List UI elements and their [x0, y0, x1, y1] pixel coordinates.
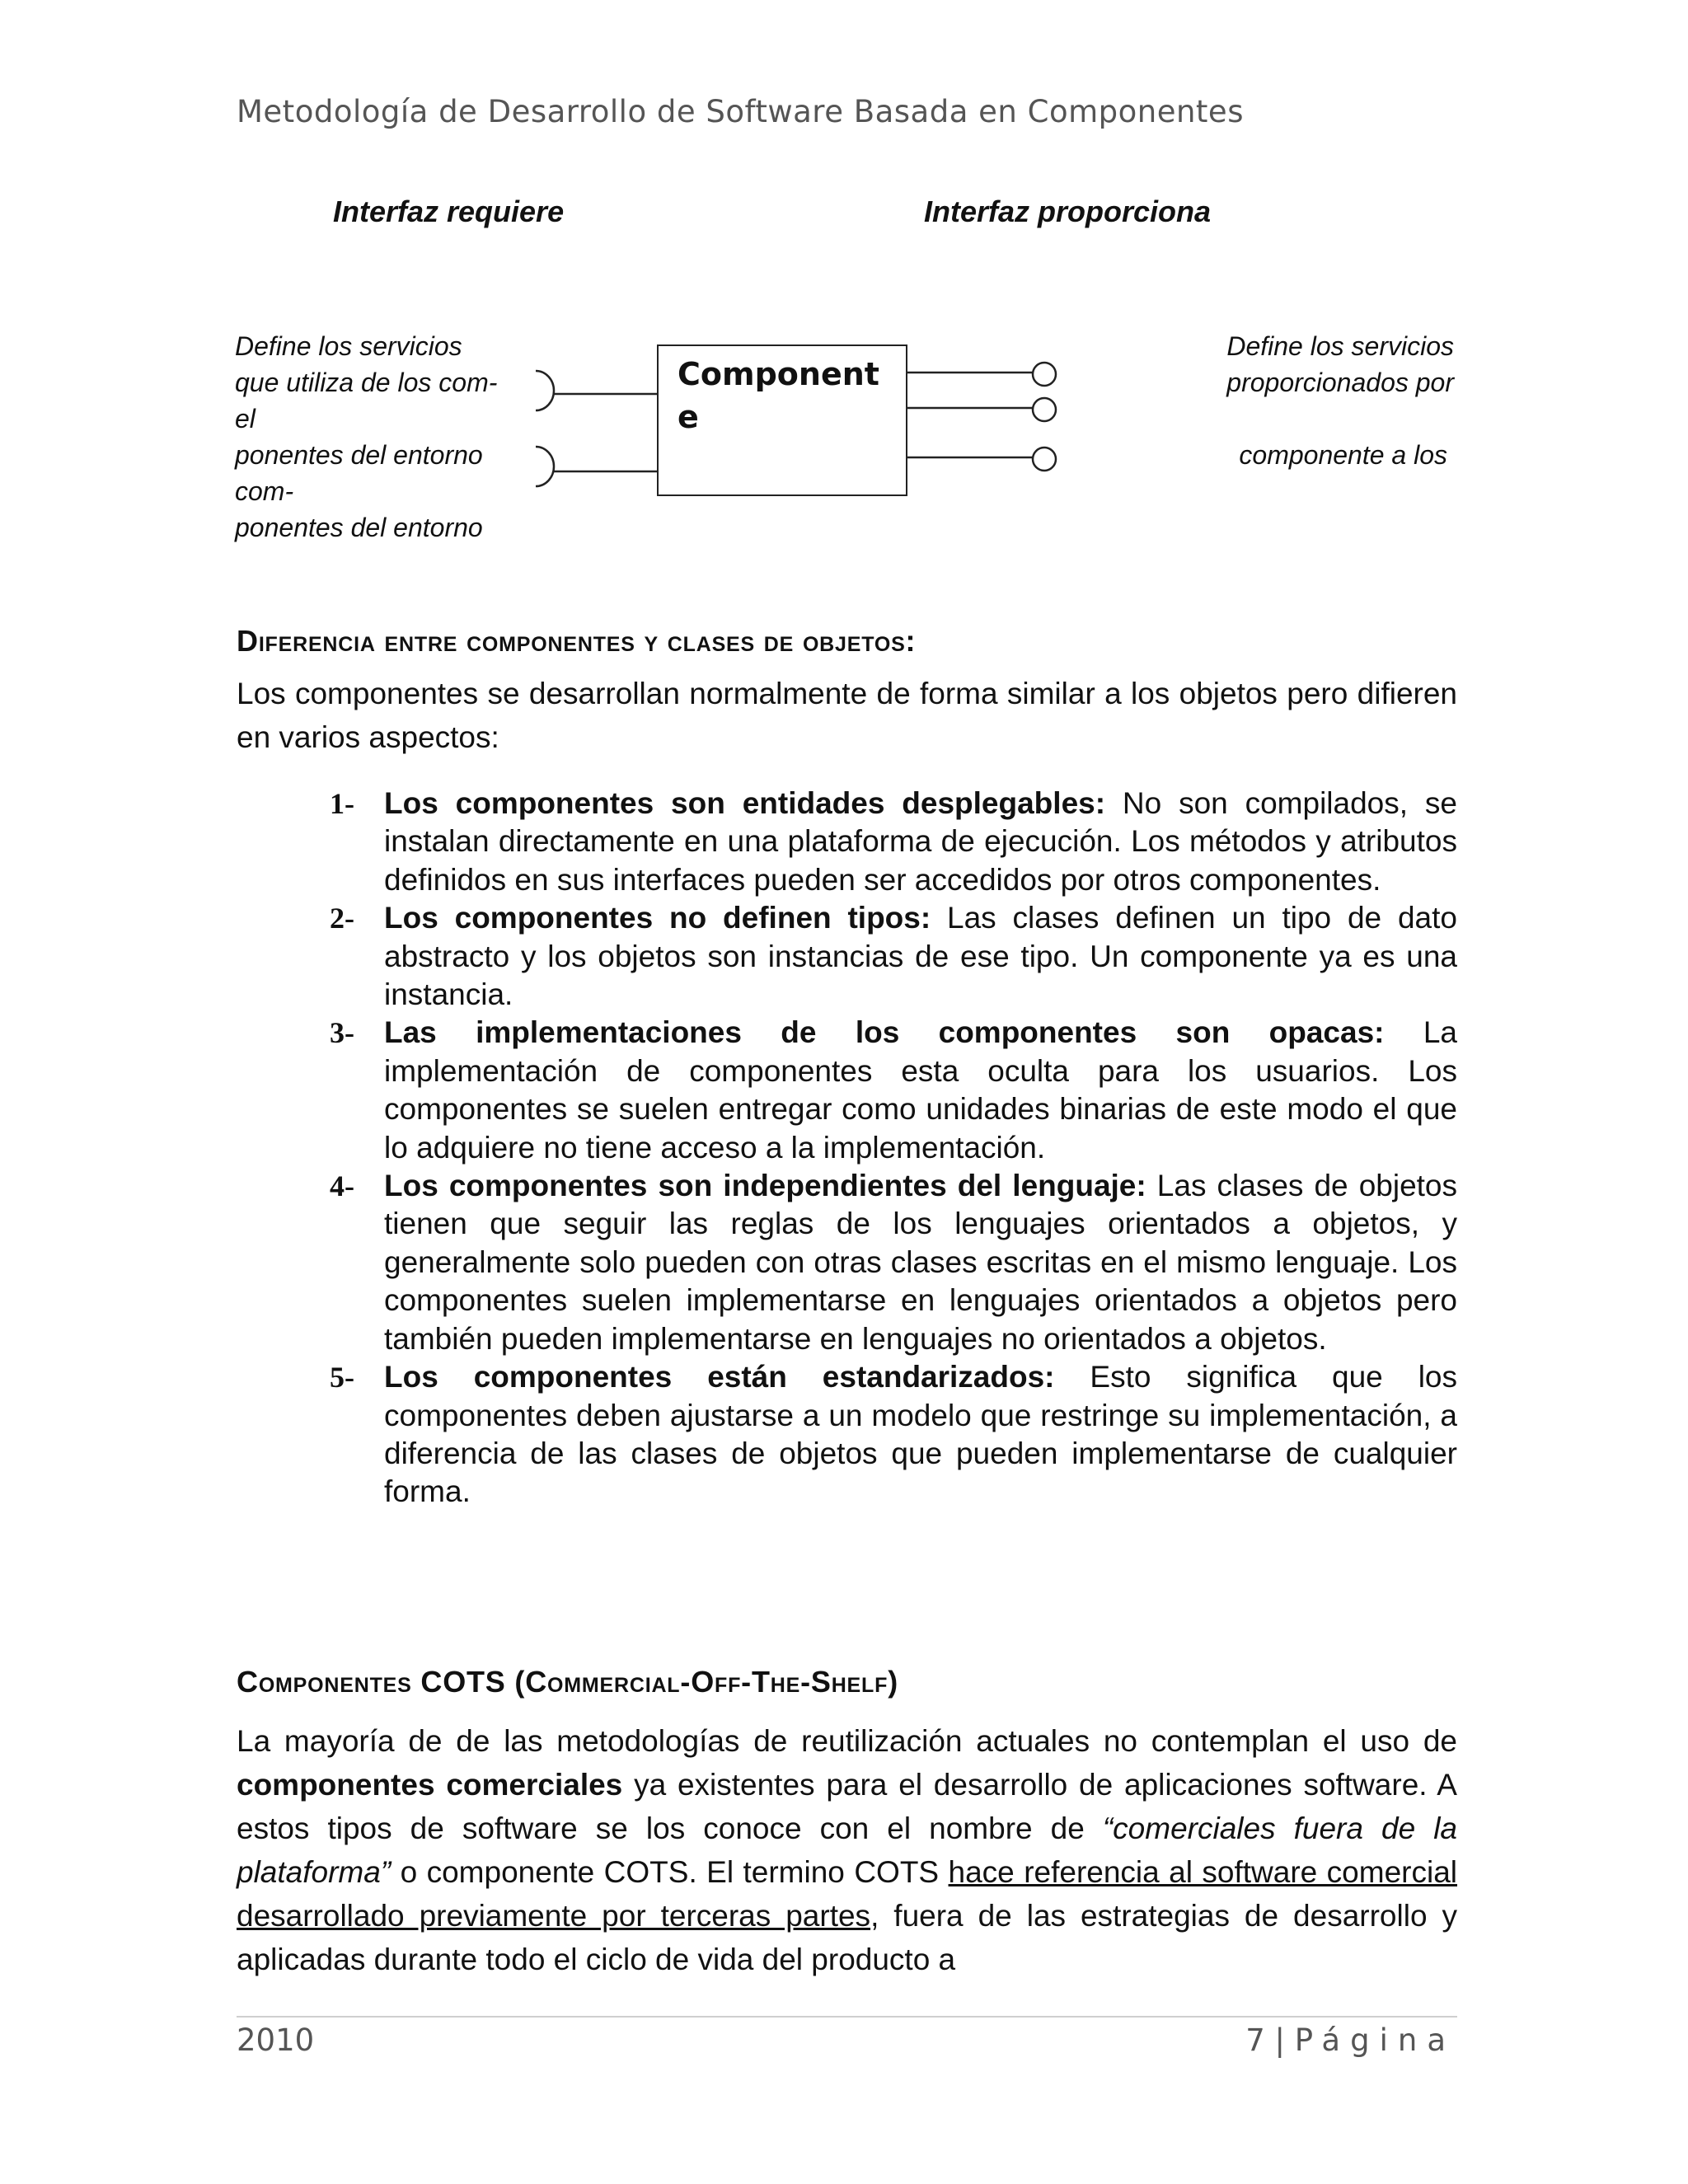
- provides-interface-heading: Interfaz proporciona: [924, 194, 1212, 228]
- page-header-title: Metodología de Desarrollo de Software Basada en Componentes: [237, 94, 1244, 129]
- required-socket-icon: [536, 447, 554, 486]
- provided-lollipop-icon: [1033, 363, 1056, 386]
- paragraph-text: o componente COTS. El termino COTS: [391, 1855, 949, 1889]
- paragraph-text: ya existentes para el desarrollo de aplicaciones software. A estos tipos de software se los conoce con el nombre de: [237, 1768, 1457, 1845]
- heading-part: -: [680, 1665, 692, 1699]
- heading-part: -: [800, 1665, 811, 1699]
- heading-part: T: [751, 1665, 771, 1699]
- heading-initial: D: [237, 624, 259, 658]
- paragraph-bold-text: componentes comerciales: [237, 1768, 623, 1802]
- requires-desc-line: ponentes del entorno: [235, 513, 483, 542]
- heading-part: O: [691, 1665, 715, 1699]
- paragraph-text: , fuera de las estrategias de desarrollo y aplicadas durante todo el ciclo de vida del producto a: [237, 1899, 1457, 1976]
- paragraph-underlined-text: hace referencia al software comercial desarrollado previamente por terceras partes: [237, 1855, 1457, 1933]
- differences-list: [330, 785, 1457, 1511]
- list-item-title: Los componentes son entidades desplegables:: [384, 786, 1106, 820]
- list-item-number: 4-: [330, 1169, 354, 1203]
- heading-part: ): [888, 1665, 898, 1699]
- component-label-line: Component: [678, 356, 879, 392]
- component-label-line: e: [678, 399, 699, 435]
- list-item: [330, 1167, 1457, 1358]
- heading-part: helf: [831, 1665, 889, 1699]
- list-item-title: Las implementaciones de los componentes son opacas:: [384, 1015, 1385, 1050]
- page-word: Página: [1294, 2022, 1456, 2058]
- component-diagram: [0, 0, 1688, 577]
- list-item: [330, 1358, 1457, 1511]
- page-number: 7: [1245, 2022, 1265, 2058]
- list-item-text: La implementación de componentes esta oculta para los usuarios. Los componentes se suelen entregar como unidades binarias de este modo el que lo adquiere no tiene acceso a la implementación.: [384, 1015, 1457, 1165]
- cots-paragraph: [237, 1719, 1457, 1981]
- heading-part: he: [770, 1665, 801, 1699]
- provides-desc-line: componente a los: [1239, 440, 1447, 470]
- heading-part: COTS (: [411, 1665, 526, 1699]
- section-heading-cots: [237, 1665, 898, 1699]
- requires-interface-heading: Interfaz requiere: [333, 194, 565, 228]
- list-item-title: Los componentes son independientes del lenguaje:: [384, 1169, 1146, 1203]
- footer-divider: [237, 2016, 1457, 2018]
- list-item-title: Los componentes no definen tipos:: [384, 901, 931, 935]
- provides-desc-line: proporcionados por: [1226, 368, 1454, 397]
- heading-part: ff: [715, 1665, 742, 1699]
- differences-intro: Los componentes se desarrollan normalmente de forma similar a los objetos pero difieren en varios aspectos:: [237, 677, 1457, 754]
- heading-part: S: [810, 1665, 832, 1699]
- heading-part: omponentes: [258, 1665, 412, 1699]
- list-item-number: 2-: [330, 902, 354, 935]
- requires-desc-line: Define los servicios: [235, 331, 462, 361]
- list-item-text: Esto significa que los componentes deben ajustarse a un modelo que restringe su implementación, a diferencia de las clases de objetos que pueden implementarse de cualquier forma.: [384, 1360, 1457, 1509]
- requires-desc-line: el: [235, 404, 256, 434]
- provided-lollipop-icon: [1033, 398, 1056, 421]
- list-item-text: No son compilados, se instalan directamente en una plataforma de ejecución. Los métodos y atributos definidos en sus interfaces pueden ser accedidos por otros componentes.: [384, 786, 1457, 897]
- list-item-text: Las clases de objetos tienen que seguir las reglas de los lenguajes orientados a objetos, y generalmente solo pueden con otras clases escritas en el mismo lenguaje. Los componentes suelen implementarse en lenguajes orientados a objetos pero también pueden implementarse en lenguajes no orientados a objetos.: [384, 1169, 1458, 1356]
- heading-rest: iferencia entre componentes y clases de objetos:: [258, 624, 917, 658]
- list-item: [330, 1014, 1457, 1167]
- paragraph-italic-text: “comerciales fuera de la plataforma”: [237, 1811, 1458, 1889]
- requires-desc-line: com-: [235, 476, 294, 506]
- heading-part: -: [741, 1665, 752, 1699]
- page-separator: |: [1274, 2022, 1286, 2058]
- interface-connectors: [0, 0, 1688, 577]
- list-item-text: Las clases definen un tipo de dato abstracto y los objetos son instancias de ese tipo. Un componente ya es una instancia.: [384, 901, 1457, 1012]
- list-item-number: 3-: [330, 1016, 354, 1050]
- footer-year: 2010: [237, 2022, 315, 2058]
- heading-part: C: [525, 1665, 548, 1699]
- requires-desc-line: que utiliza de los com-: [235, 368, 498, 397]
- provides-desc-line: Define los servicios: [1226, 331, 1454, 361]
- list-item-title: Los componentes están estandarizados:: [384, 1360, 1055, 1394]
- paragraph-text: La mayoría de de las metodologías de reutilización actuales no contemplan el uso de: [237, 1724, 1457, 1758]
- heading-part: C: [237, 1665, 259, 1699]
- section-heading-differences: [237, 624, 916, 658]
- heading-part: ommercial: [547, 1665, 681, 1699]
- required-socket-icon: [536, 371, 554, 410]
- list-item-number: 5-: [330, 1361, 354, 1394]
- provided-lollipop-icon: [1033, 448, 1056, 471]
- requires-desc-line: ponentes del entorno: [235, 440, 483, 470]
- footer-page-number: [1245, 2022, 1456, 2058]
- list-item-number: 1-: [330, 787, 354, 820]
- list-item: [330, 899, 1457, 1014]
- list-item: [330, 785, 1457, 899]
